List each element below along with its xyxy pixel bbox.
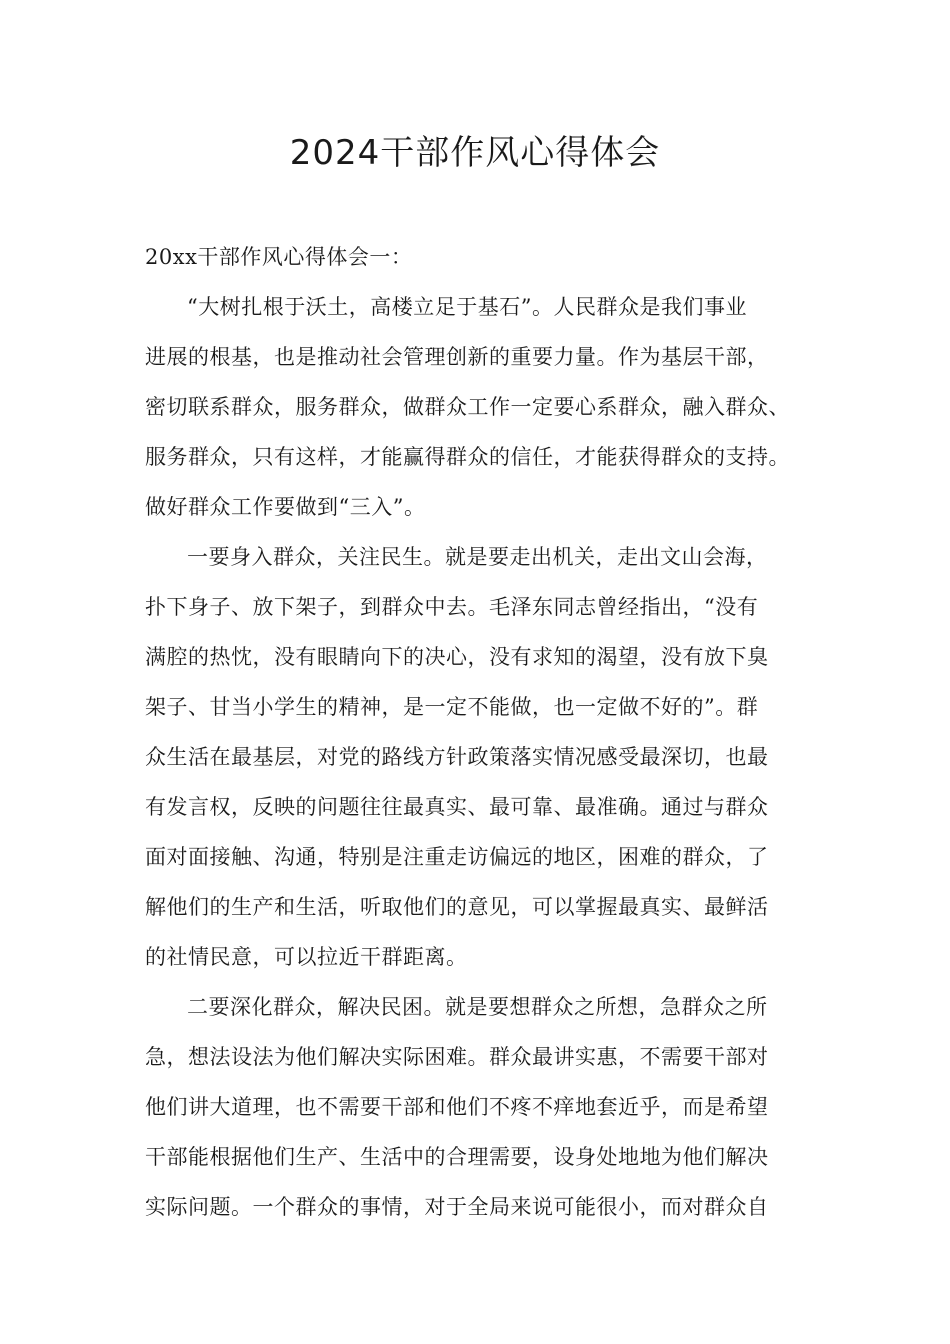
text-line: 他们讲大道理，也不需要干部和他们不疼不痒地套近乎，而是希望 — [145, 1095, 769, 1119]
document-body — [145, 232, 825, 1232]
text-line: 有发言权，反映的问题往往最真实、最可靠、最准确。通过与群众 — [145, 795, 769, 819]
text-line: 扑下身子、放下架子，到群众中去。毛泽东同志曾经指出，“没有 — [145, 595, 759, 619]
document-title: 2024干部作风心得体会 — [289, 133, 661, 173]
text-line: 满腔的热忱，没有眼睛向下的决心，没有求知的渴望，没有放下臭 — [145, 645, 769, 669]
text-line: 的社情民意，可以拉近干群距离。 — [145, 945, 468, 969]
text-line: 进展的根基，也是推动社会管理创新的重要力量。作为基层干部， — [145, 345, 769, 369]
text-line: 干部能根据他们生产、生活中的合理需要，设身处地地为他们解决 — [145, 1145, 769, 1169]
text-line: 解他们的生产和生活，听取他们的意见，可以掌握最真实、最鲜活 — [145, 895, 769, 919]
text-line: 急，想法设法为他们解决实际困难。群众最讲实惠，不需要干部对 — [145, 1045, 769, 1069]
text-line: 密切联系群众，服务群众，做群众工作一定要心系群众，融入群众、 — [145, 395, 790, 419]
text-line: “大树扎根于沃土，高楼立足于基石”。人民群众是我们事业 — [187, 295, 747, 319]
text-line: 众生活在最基层，对党的路线方针政策落实情况感受最深切，也最 — [145, 745, 769, 769]
text-line: 二要深化群众，解决民困。就是要想群众之所想，急群众之所 — [187, 995, 768, 1019]
text-line: 服务群众，只有这样，才能赢得群众的信任，才能获得群众的支持。 — [145, 445, 790, 469]
text-line: 实际问题。一个群众的事情，对于全局来说可能很小，而对群众自 — [145, 1195, 769, 1219]
text-line: 架子、甘当小学生的精神，是一定不能做，也一定做不好的”。群 — [145, 695, 759, 719]
text-line: 做好群众工作要做到“三入”。 — [145, 495, 426, 519]
text-line: 一要身入群众，关注民生。就是要走出机关，走出文山会海， — [187, 545, 768, 569]
text-line: 20xx干部作风心得体会一： — [145, 245, 413, 269]
text-line: 面对面接触、沟通，特别是注重走访偏远的地区，困难的群众，了 — [145, 845, 769, 869]
